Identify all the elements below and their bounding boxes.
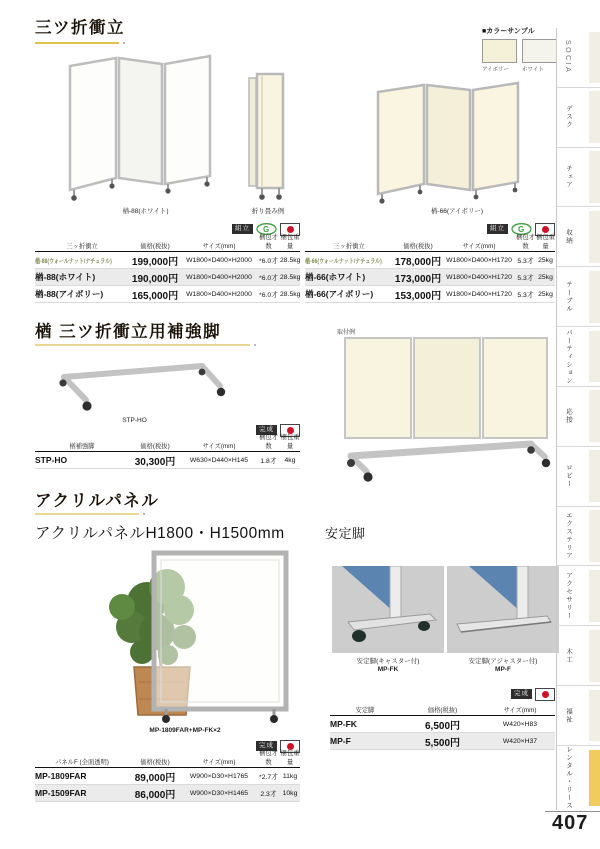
table-acrylic-panel <box>35 750 300 805</box>
product-caption: STP-HO <box>122 417 147 424</box>
column-header: 三ッ折衝立 <box>66 243 98 250</box>
product-image-folded-example <box>236 68 300 204</box>
table-cell: 89,000円 <box>134 772 176 784</box>
column-header: 価格(税抜) <box>403 243 433 250</box>
table-header <box>35 750 300 768</box>
table-row <box>305 269 555 286</box>
table-cell: MP-F <box>330 736 351 746</box>
table-cell: 199,000円 <box>131 256 179 268</box>
sidebar-tab-label: 収納 <box>565 228 572 245</box>
table-row <box>305 286 555 303</box>
table-cell: 楢-66(アイボリー) <box>305 289 374 299</box>
acrylic-subtitle: アクリルパネルH1800・H1500mm <box>35 525 285 542</box>
color-sample-title: ■カラーサンプル <box>482 28 535 35</box>
table-trifold-66 <box>305 234 555 306</box>
table-row <box>305 252 555 269</box>
column-header: サイズ(mm) <box>202 243 236 250</box>
tab-marker <box>589 570 600 622</box>
table-body <box>35 252 300 303</box>
table-cell: 11kg <box>282 772 298 780</box>
column-header: 梱包重量 <box>280 234 300 250</box>
section-title-acrylic: アクリルパネル <box>35 492 160 510</box>
product-image-trifold-88-white <box>58 52 233 202</box>
swatch-white-box <box>522 39 557 63</box>
table-body <box>330 716 555 750</box>
title-underline <box>35 344 250 346</box>
sidebar-tab-label: ロビー <box>565 464 572 489</box>
complete-badge: 完成 <box>256 425 277 436</box>
product-image-mp-f <box>447 566 559 653</box>
table-header <box>35 234 300 252</box>
column-header: サイズ(mm) <box>462 243 496 250</box>
table-row <box>330 733 555 750</box>
column-header: サイズ(mm) <box>202 759 236 766</box>
column-header: 安定脚 <box>355 707 375 714</box>
table-stabilizer <box>330 702 555 753</box>
table-cell: 153,000円 <box>394 290 442 302</box>
table-cell: *6.0才 <box>259 258 278 265</box>
stabilizer-title: 安定脚 <box>325 526 366 541</box>
sidebar-tab-label: エクステリア <box>565 512 572 561</box>
table-cell: W1800×D400×H2000 <box>186 273 252 281</box>
table-cell: W900×D30×H1465 <box>189 789 249 797</box>
table-cell: MP-FK <box>330 719 357 729</box>
swatch-ivory-box <box>482 39 517 63</box>
sidebar-tab[interactable] <box>557 206 600 266</box>
assembly-badge: 組立 <box>232 224 253 235</box>
column-header: 楢補強脚 <box>69 443 95 450</box>
column-header: サイズ(mm) <box>202 443 236 450</box>
table-cell: 5.3才 <box>517 258 534 265</box>
underline-dot <box>143 513 145 515</box>
sidebar-tab[interactable] <box>557 446 600 506</box>
table-row <box>35 452 300 469</box>
table-body <box>35 452 300 469</box>
column-header: 梱包重量 <box>280 434 300 450</box>
sidebar-tab[interactable] <box>557 87 600 147</box>
sidebar-tab-label: パーティション <box>565 328 572 385</box>
product-caption: 楢-88(ホワイト) <box>122 208 169 215</box>
section-title-leg: 楢 三ツ折衝立用補強脚 <box>35 323 222 341</box>
sidebar-tab-label: 福祉 <box>565 707 572 724</box>
tab-marker <box>589 390 600 442</box>
column-header: 梱包重量 <box>536 234 555 250</box>
sidebar-tab-label: デスク <box>565 105 572 130</box>
product-caption: 折り畳み例 <box>251 208 285 215</box>
acrylic-panel-drawing <box>62 547 308 725</box>
table-cell: W1800×D400×H1720 <box>446 273 512 281</box>
tab-marker <box>589 690 600 742</box>
svg-text:G: G <box>263 225 270 234</box>
table-cell: W420×H37 <box>502 737 538 745</box>
badge-row <box>330 688 555 700</box>
column-header: 三ッ折衝立 <box>333 243 365 250</box>
tab-marker <box>589 510 600 562</box>
table-stp-ho <box>35 434 300 472</box>
table-trifold-88 <box>35 234 301 306</box>
table-cell: 5.3才 <box>517 275 534 282</box>
table-cell: 楢-66(ウォールナット/ナチュラル) <box>305 257 382 265</box>
stab-caption-line1: 安定脚(アジャスター付) <box>468 658 538 665</box>
swatch-white-label: ホワイト <box>522 67 544 73</box>
tab-marker <box>589 450 600 502</box>
swatch-white <box>522 39 557 73</box>
sidebar-tab-label: レンタル・リース <box>565 745 572 810</box>
table-cell: *2.7才 <box>259 774 278 781</box>
table-cell: 楢-88(アイボリー) <box>35 289 104 299</box>
swatch-ivory-label: アイボリー <box>482 67 510 73</box>
column-header: 梱包才数 <box>259 234 278 250</box>
mp-f-drawing <box>447 566 559 653</box>
product-caption: 楢-66(アイボリー) <box>430 208 484 215</box>
tab-marker <box>589 211 600 263</box>
attach-example-drawing <box>335 336 555 482</box>
tab-marker <box>589 750 600 806</box>
table-row <box>35 768 300 785</box>
page-number: 407 <box>552 812 589 834</box>
table-cell: 楢-88(ホワイト) <box>35 272 96 282</box>
table-cell: 165,000円 <box>131 290 179 302</box>
table-row <box>35 286 300 303</box>
tab-marker <box>589 331 600 383</box>
table-cell: 190,000円 <box>131 273 179 285</box>
sidebar-tab-label: チェア <box>565 165 572 190</box>
table-header <box>35 434 300 452</box>
table-cell: 30,300円 <box>134 456 176 468</box>
table-cell: W1800×D400×H2000 <box>186 290 252 298</box>
table-cell: 6,500円 <box>424 720 461 732</box>
column-header: パネルF (全面透明) <box>55 759 109 766</box>
table-cell: W1800×D400×H2000 <box>186 256 252 264</box>
table-cell: 25kg <box>538 290 553 298</box>
column-header: サイズ(mm) <box>503 707 537 714</box>
table-row <box>35 269 300 286</box>
sidebar-tab-label: 木工 <box>565 647 572 664</box>
table-cell: W630×D440×H145 <box>189 456 249 464</box>
sidebar-tab-label: 応接 <box>565 408 572 425</box>
tab-marker <box>589 32 600 84</box>
table-row <box>35 252 300 269</box>
underline-dot <box>123 42 125 44</box>
table-cell: W1800×D400×H1720 <box>446 256 512 264</box>
table-cell: 5,500円 <box>424 737 461 749</box>
attach-example-image <box>335 336 555 482</box>
table-cell: W900×D30×H1765 <box>189 772 249 780</box>
table-header <box>330 702 555 716</box>
table-cell: 25kg <box>538 256 553 264</box>
svg-text:G: G <box>518 225 525 234</box>
table-row <box>330 716 555 733</box>
table-cell: 4kg <box>284 456 296 464</box>
column-header: 梱包才数 <box>259 434 278 450</box>
folded-example-drawing <box>236 68 300 204</box>
mp-fk-drawing <box>332 566 444 653</box>
sidebar-tab[interactable] <box>557 506 600 566</box>
assembly-badge: 組立 <box>487 224 508 235</box>
sidebar-tab[interactable] <box>557 147 600 207</box>
table-cell: 28.5kg <box>280 256 301 264</box>
table-cell: 25kg <box>538 273 553 281</box>
column-header: 価格(税抜) <box>140 759 170 766</box>
table-cell: 28.5kg <box>280 273 301 281</box>
attach-example-label: 取付例 <box>337 330 356 336</box>
complete-badge: 完成 <box>511 689 532 700</box>
product-image-stp-ho <box>42 352 227 414</box>
table-header <box>305 234 555 252</box>
table-cell: W420×H83 <box>502 720 538 728</box>
sidebar-tab[interactable] <box>557 565 600 625</box>
table-cell: 86,000円 <box>134 789 176 801</box>
underline-dot <box>254 344 256 346</box>
brand-label: SOCIA <box>564 40 571 75</box>
column-header: 価格(税抜) <box>140 243 170 250</box>
category-sidebar <box>556 28 600 810</box>
stab-caption-line2: MP-FK <box>377 666 399 673</box>
trifold-88-drawing <box>58 52 233 202</box>
title-underline <box>35 42 119 44</box>
sidebar-brand <box>557 28 600 87</box>
table-cell: 1.8才 <box>260 458 277 465</box>
stp-ho-drawing <box>42 352 227 414</box>
stab-caption-fk <box>332 656 444 673</box>
sidebar-tab-label: テーブル <box>565 280 572 313</box>
table-cell: 28.5kg <box>280 290 301 298</box>
sidebar-tab[interactable] <box>557 745 600 810</box>
product-image-trifold-66-ivory <box>368 80 546 206</box>
column-header: 梱包才数 <box>259 750 278 766</box>
product-image-mp-fk <box>332 566 444 653</box>
japan-flag-icon <box>535 688 555 701</box>
table-cell: 173,000円 <box>394 273 442 285</box>
color-sample-panel <box>482 26 557 73</box>
table-body <box>305 252 555 303</box>
stab-caption-f <box>447 656 559 673</box>
table-cell: 楢-66(ホワイト) <box>305 272 366 282</box>
table-cell: 楢-88(ウォールナット/ナチュラル) <box>35 257 112 265</box>
swatch-ivory <box>482 39 517 73</box>
column-header: 価格(税抜) <box>427 707 458 714</box>
trifold-66-drawing <box>368 80 546 206</box>
table-cell: 10kg <box>282 789 298 797</box>
title-underline <box>35 513 139 515</box>
tab-marker <box>589 271 600 323</box>
column-header: 梱包重量 <box>280 750 300 766</box>
sidebar-tab[interactable] <box>557 266 600 326</box>
table-cell: MP-1509FAR <box>35 788 87 798</box>
tab-marker <box>589 151 600 203</box>
tab-marker <box>589 91 600 143</box>
table-cell: 2.3才 <box>260 791 277 798</box>
table-body <box>35 768 300 802</box>
stab-caption-line2: MP-F <box>495 666 511 673</box>
table-row <box>35 785 300 802</box>
table-cell: *6.0才 <box>259 275 278 282</box>
section-title-trifold: 三ツ折衝立 <box>35 19 125 37</box>
sidebar-tab[interactable] <box>557 326 600 386</box>
sidebar-tab[interactable] <box>557 685 600 745</box>
product-caption: MP-1809FAR+MP-FK×2 <box>149 727 221 734</box>
table-cell: MP-1809FAR <box>35 771 87 781</box>
table-cell: 5.3才 <box>517 292 534 299</box>
sidebar-tab[interactable] <box>557 625 600 685</box>
table-cell: STP-HO <box>35 455 68 465</box>
table-cell: *6.0才 <box>259 292 278 299</box>
sidebar-tab[interactable] <box>557 386 600 446</box>
complete-badge: 完成 <box>256 741 277 752</box>
sidebar-tab-label: アクセサリー <box>565 571 572 620</box>
stab-caption-line1: 安定脚(キャスター付) <box>356 658 420 665</box>
product-image-acrylic-panel <box>62 547 308 725</box>
column-header: 価格(税抜) <box>140 443 170 450</box>
column-header: 梱包才数 <box>516 234 535 250</box>
table-cell: W1800×D400×H1720 <box>446 290 512 298</box>
tab-marker <box>589 630 600 682</box>
table-cell: 178,000円 <box>394 256 442 268</box>
